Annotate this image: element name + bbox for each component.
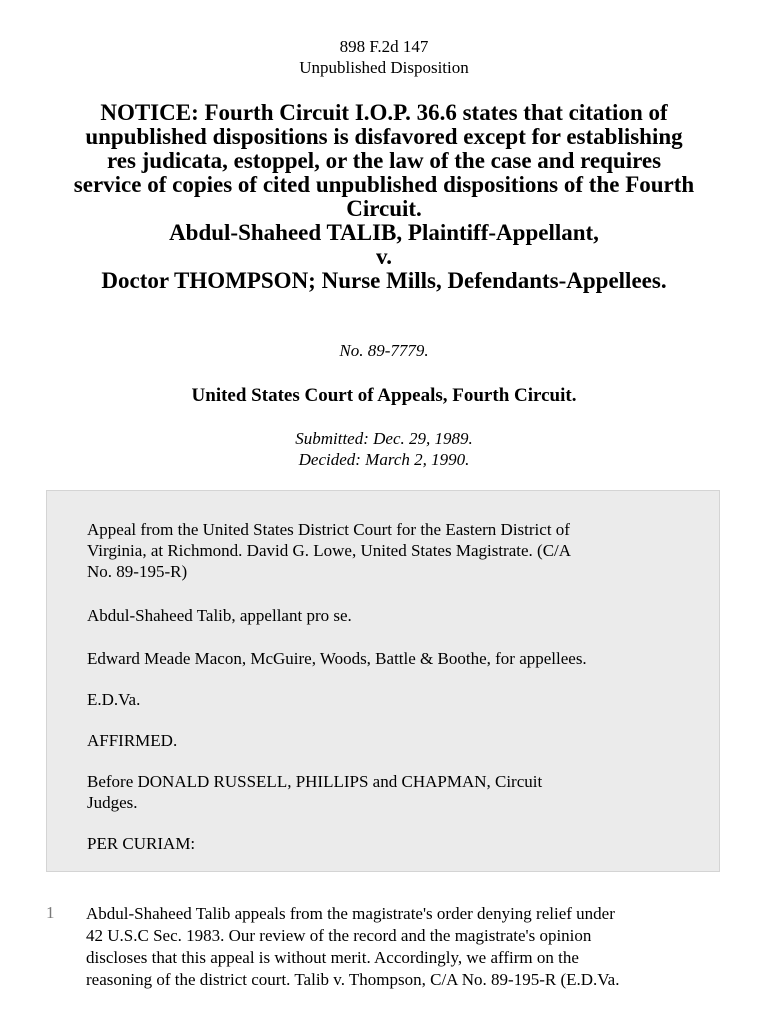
appellees-counsel: Edward Meade Macon, McGuire, Woods, Battle & Boothe, for appellees. bbox=[87, 649, 587, 668]
panel-line: Judges. bbox=[87, 793, 138, 812]
citation: 898 F.2d 147 bbox=[339, 37, 429, 56]
per-curiam: PER CURIAM: bbox=[87, 834, 196, 853]
opinion-line: 42 U.S.C Sec. 1983. Our review of the record and the magistrate's opinion bbox=[86, 926, 592, 945]
notice-line: res judicata, estoppel, or the law of the case and requires bbox=[106, 148, 662, 173]
notice-line: service of copies of cited unpublished dispositions of the Fourth bbox=[73, 172, 695, 197]
appellees-party: Doctor THOMPSON; Nurse Mills, Defendants-Appellees. bbox=[101, 268, 667, 293]
notice-line: Circuit. bbox=[346, 196, 422, 221]
disposition-label: Unpublished Disposition bbox=[299, 58, 469, 77]
appeal-from-paragraph bbox=[87, 519, 687, 582]
notice-line: unpublished dispositions is disfavored except for establishing bbox=[85, 124, 683, 149]
lower-court: E.D.Va. bbox=[87, 690, 141, 709]
court-name: United States Court of Appeals, Fourth Circuit. bbox=[191, 385, 577, 406]
appeal-line: Appeal from the United States District Court for the Eastern District of bbox=[87, 520, 570, 539]
panel-line: Before DONALD RUSSELL, PHILLIPS and CHAPMAN, Circuit bbox=[87, 772, 543, 791]
paragraph-number: 1 bbox=[46, 903, 55, 922]
opinion-line: discloses that this appeal is without merit. Accordingly, we affirm on the bbox=[86, 948, 579, 967]
notice-line: NOTICE: Fourth Circuit I.O.P. 36.6 states that citation of bbox=[100, 100, 668, 125]
case-title bbox=[40, 101, 728, 293]
case-info-box bbox=[46, 490, 720, 872]
opinion-paragraph bbox=[86, 903, 726, 991]
appellant-party: Abdul-Shaheed TALIB, Plaintiff-Appellant, bbox=[169, 220, 599, 245]
appellant-counsel: Abdul-Shaheed Talib, appellant pro se. bbox=[87, 606, 352, 625]
appeal-line: No. 89-195-R) bbox=[87, 562, 188, 581]
appeal-line: Virginia, at Richmond. David G. Lowe, United States Magistrate. (C/A bbox=[87, 541, 572, 560]
opinion-line: Abdul-Shaheed Talib appeals from the magistrate's order denying relief under bbox=[86, 904, 615, 923]
decided-date: Decided: March 2, 1990. bbox=[298, 450, 470, 469]
case-citation-header bbox=[0, 36, 768, 78]
submitted-date: Submitted: Dec. 29, 1989. bbox=[295, 429, 473, 448]
versus: v. bbox=[376, 244, 392, 269]
disposition-result: AFFIRMED. bbox=[87, 731, 178, 750]
docket-number: No. 89-7779. bbox=[339, 341, 429, 360]
case-dates bbox=[0, 428, 768, 470]
panel-paragraph bbox=[87, 771, 687, 813]
opinion-line: reasoning of the district court. Talib v. Thompson, C/A No. 89-195-R (E.D.Va. bbox=[86, 970, 620, 989]
